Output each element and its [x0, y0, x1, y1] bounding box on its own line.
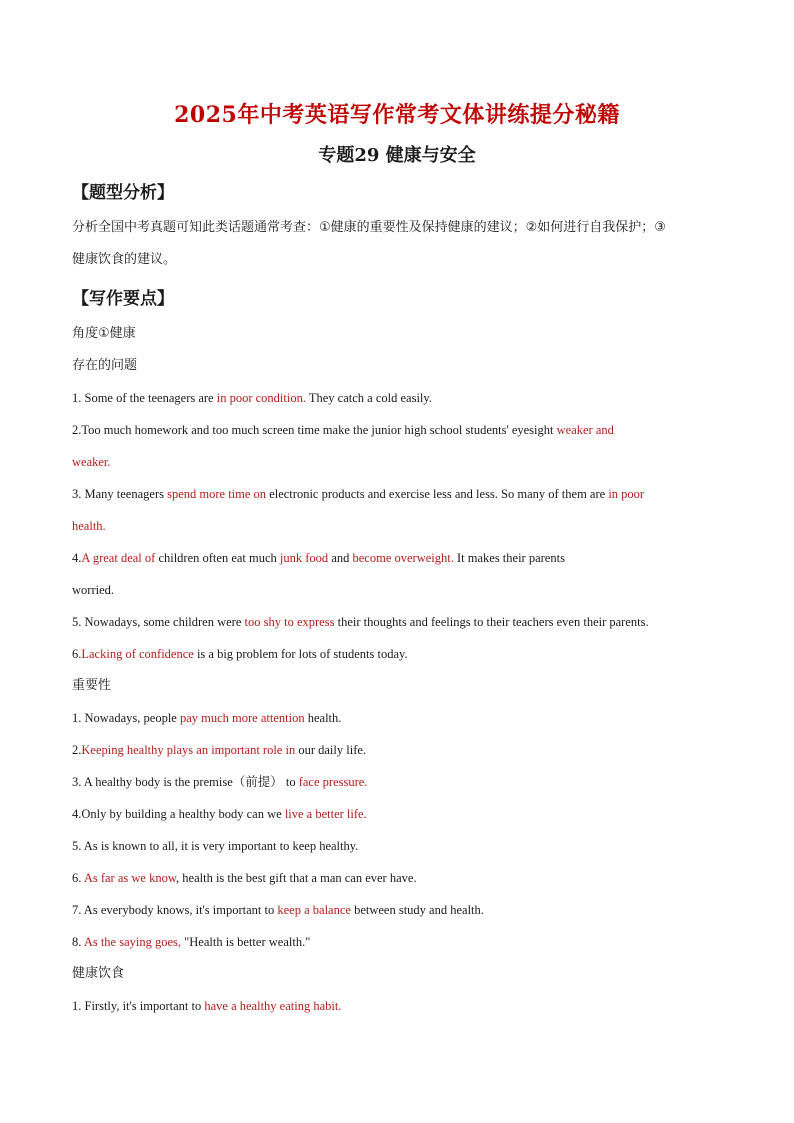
problem-line-6: 6.Lacking of confidence is a big problem for lots of students today.: [72, 647, 408, 661]
document-title: 2025年中考英语写作常考文体讲练提分秘籍: [174, 102, 620, 128]
problem-line-2: 2.Too much homework and too much screen time make the junior high school students' eyesight weaker and: [72, 423, 614, 437]
importance-line-2: 2.Keeping healthy plays an important role in our daily life.: [72, 743, 367, 757]
document-subtitle: 专题29 健康与安全: [318, 145, 476, 166]
importance-line-5: 5. As is known to all, it is very important to keep healthy.: [72, 839, 359, 853]
importance-line-7: 7. As everybody knows, it's important to keep a balance between study and health.: [72, 903, 484, 917]
diet-label: 健康饮食: [72, 966, 125, 981]
analysis-text-line-1: 分析全国中考真题可知此类话题通常考查：①健康的重要性及保持健康的建议；②如何进行自我保护；③: [72, 220, 666, 235]
problem-line-3: 3. Many teenagers spend more time on electronic products and exercise less and less. So many of them are in poor: [72, 487, 645, 501]
diet-line-1: 1. Firstly, it's important to have a healthy eating habit.: [72, 999, 342, 1013]
problem-line-2-cont: weaker.: [72, 455, 111, 469]
analysis-text-line-2: 健康饮食的建议。: [72, 252, 177, 267]
problem-line-1: 1. Some of the teenagers are in poor condition. They catch a cold easily.: [72, 391, 432, 405]
importance-line-1: 1. Nowadays, people pay much more attention health.: [72, 711, 342, 725]
importance-label: 重要性: [72, 678, 112, 693]
problems-label: 存在的问题: [72, 358, 138, 373]
importance-line-8: 8. As the saying goes, "Health is better wealth.": [72, 935, 311, 949]
problem-line-3-cont: health.: [72, 519, 106, 533]
angle-label: 角度①健康: [72, 326, 136, 341]
section-heading-analysis: 【题型分析】: [72, 183, 174, 203]
importance-line-4: 4.Only by building a healthy body can we live a better life.: [72, 807, 367, 821]
problem-line-4-cont: worried.: [72, 583, 114, 597]
section-heading-points: 【写作要点】: [72, 289, 174, 309]
importance-line-6: 6. As far as we know, health is the best gift that a man can ever have.: [72, 871, 417, 885]
problem-line-5: 5. Nowadays, some children were too shy to express their thoughts and feelings to their teachers even their parents.: [72, 615, 649, 629]
problem-line-4: 4.A great deal of children often eat much junk food and become overweight. It makes their parents: [72, 551, 565, 565]
importance-line-3: 3. A healthy body is the premise（前提） to face pressure.: [72, 775, 368, 789]
